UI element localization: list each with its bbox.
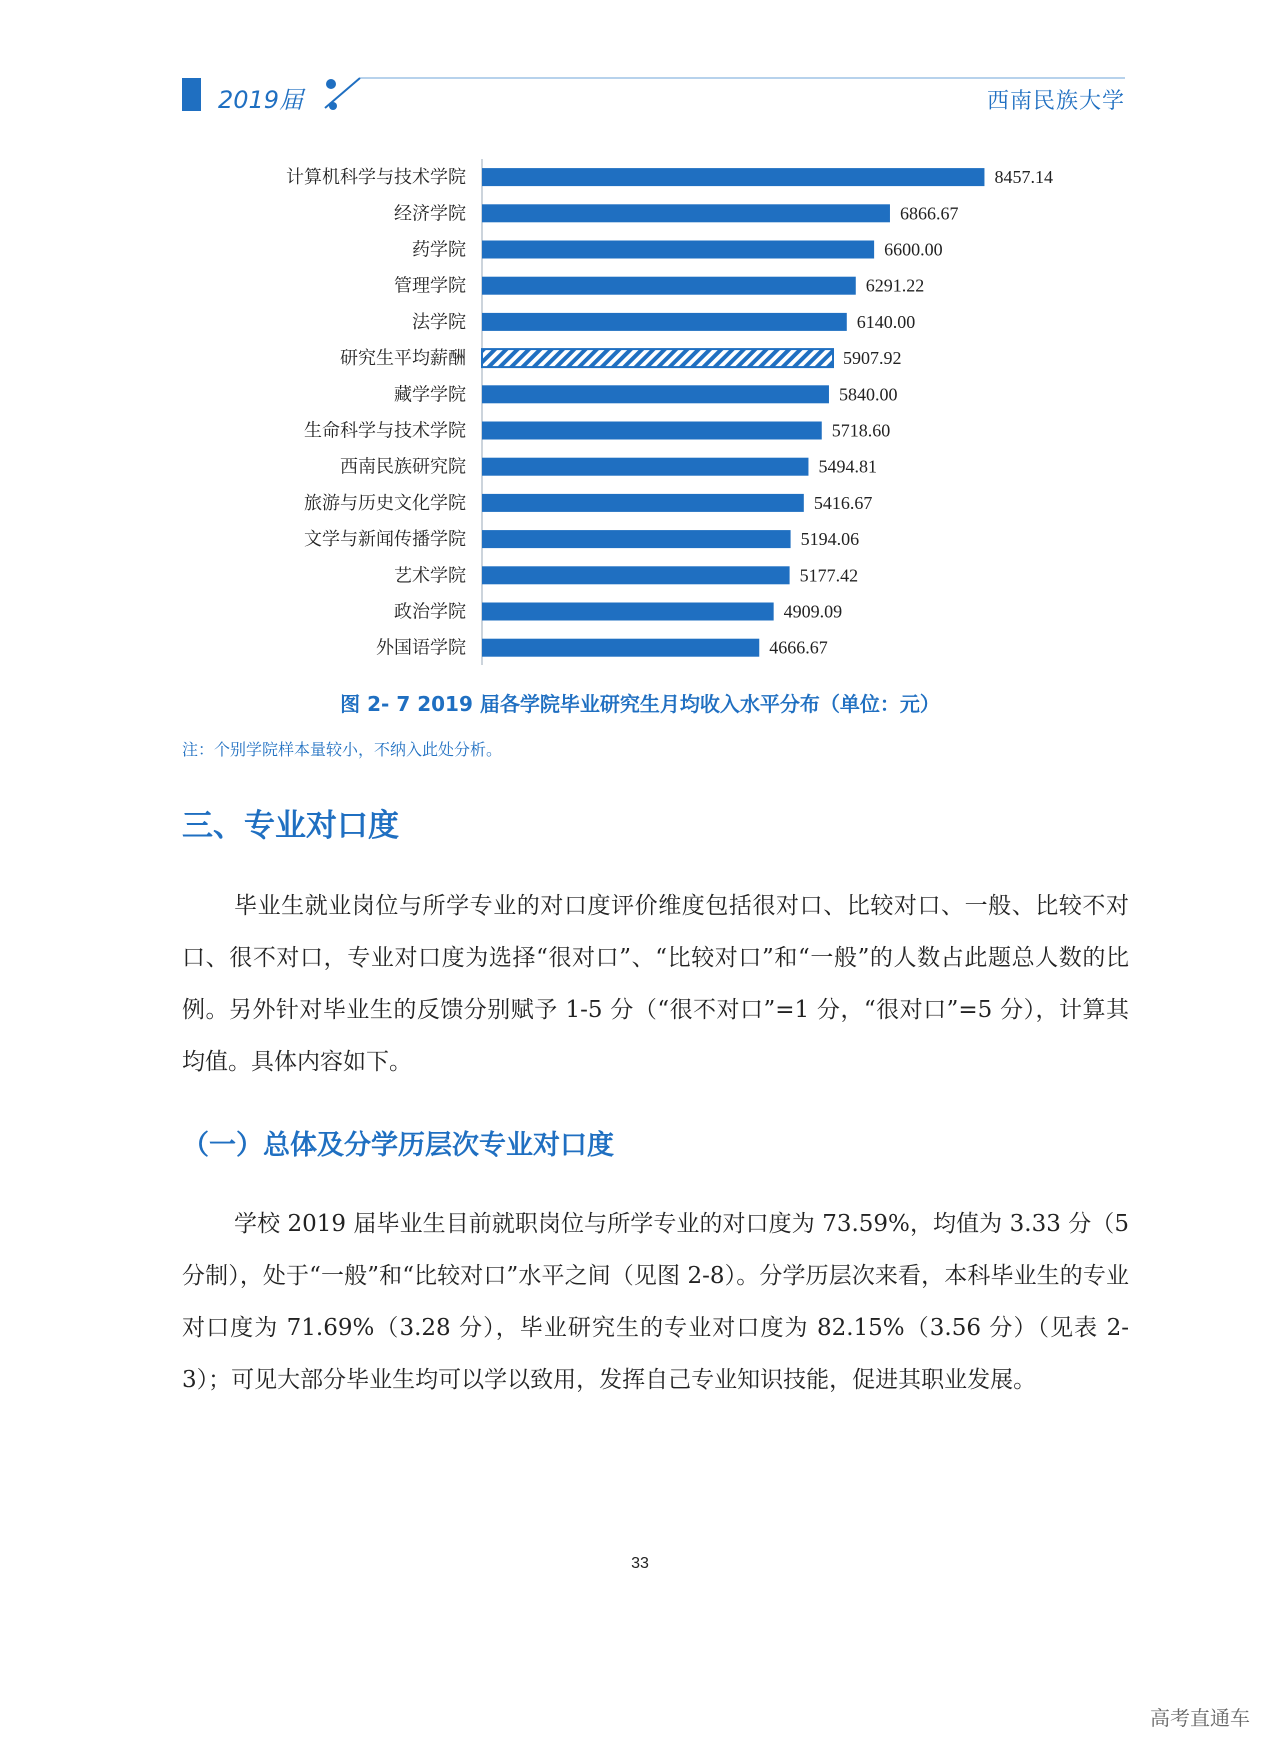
category-label: 外国语学院 — [376, 637, 466, 658]
value-label: 6866.67 — [899, 203, 959, 224]
header-accent-bar — [182, 78, 201, 111]
header-year: 2019届 — [218, 86, 304, 114]
bar — [482, 458, 808, 476]
value-label: 8457.14 — [994, 167, 1053, 188]
bar — [482, 603, 774, 621]
bar — [482, 530, 791, 548]
bar — [482, 277, 856, 295]
category-label: 管理学院 — [394, 275, 466, 296]
category-label: 药学院 — [412, 239, 466, 260]
section-title: 三、专业对口度 — [182, 808, 399, 844]
watermark-text: 高考直通车 — [1150, 1706, 1250, 1730]
figure-note: 注：个别学院样本量较小，不纳入此处分析。 — [182, 740, 503, 759]
figure-caption: 图 2- 7 2019 届各学院毕业研究生月均收入水平分布（单位：元） — [340, 692, 940, 716]
category-label: 藏学学院 — [394, 384, 466, 405]
bar — [482, 494, 804, 512]
value-label: 5840.00 — [838, 384, 898, 405]
bar — [482, 313, 847, 331]
category-label: 文学与新闻传播学院 — [304, 529, 466, 550]
category-label: 旅游与历史文化学院 — [304, 492, 466, 513]
bar — [482, 639, 759, 657]
value-label: 5718.60 — [831, 420, 891, 441]
bar — [482, 168, 984, 186]
income-bar-chart — [200, 155, 1080, 670]
value-label: 5416.67 — [813, 492, 873, 513]
category-label: 艺术学院 — [394, 565, 466, 586]
value-label: 6140.00 — [856, 311, 916, 332]
category-label: 计算机科学与技术学院 — [286, 167, 466, 188]
bar — [482, 241, 874, 259]
value-label: 5907.92 — [842, 348, 902, 369]
value-label: 4909.09 — [783, 601, 843, 622]
bar — [482, 422, 822, 440]
category-label: 经济学院 — [394, 203, 466, 224]
body-paragraph-1: 毕业生就业岗位与所学专业的对口度评价维度包括很对口、比较对口、一般、比较不对口、很不对口，专业对口度为选择“很对口”、“比较对口”和“一般”的人数占此题总人数的比例。另外针对毕业生的反馈分别赋予 1-5 分（“很不对口”=1 分，“很对口”=5 分），计算其均值。具体内容如下。 — [182, 893, 1129, 1075]
header-dot-bottom — [329, 102, 337, 110]
value-label: 5194.06 — [800, 529, 860, 550]
bar — [482, 204, 890, 222]
bar — [482, 385, 829, 403]
page-number: 33 — [631, 1555, 649, 1572]
body-paragraph-2: 学校 2019 届毕业生目前就职岗位与所学专业的对口度为 73.59%，均值为 3.33 分（5 分制），处于“一般”和“比较对口”水平之间（见图 2-8）。分学历层次来看，本科毕业生的专业对口度为 71.69%（3.28 分），毕业研究生的专业对口度为 82.15%（3.56 分）（见表 2-3）；可见大部分毕业生均可以学以致用，发挥自己专业知识技能，促进其职业发展。 — [182, 1211, 1129, 1393]
value-label: 4666.67 — [769, 637, 828, 658]
value-label: 5177.42 — [799, 565, 859, 586]
value-label: 6291.22 — [865, 275, 925, 296]
category-label: 法学院 — [412, 311, 466, 332]
category-label: 研究生平均薪酬 — [340, 348, 466, 369]
value-label: 5494.81 — [818, 456, 877, 477]
value-label: 6600.00 — [884, 239, 943, 260]
subsection-title: （一）总体及分学历层次专业对口度 — [182, 1130, 614, 1161]
bar — [482, 566, 790, 584]
page-header — [0, 0, 1280, 130]
header-dot-top — [326, 79, 336, 89]
category-label: 生命科学与技术学院 — [304, 420, 466, 441]
bar-average — [482, 349, 833, 367]
category-label: 政治学院 — [394, 601, 466, 622]
header-school-name: 西南民族大学 — [986, 89, 1125, 114]
category-label: 西南民族研究院 — [340, 456, 466, 477]
